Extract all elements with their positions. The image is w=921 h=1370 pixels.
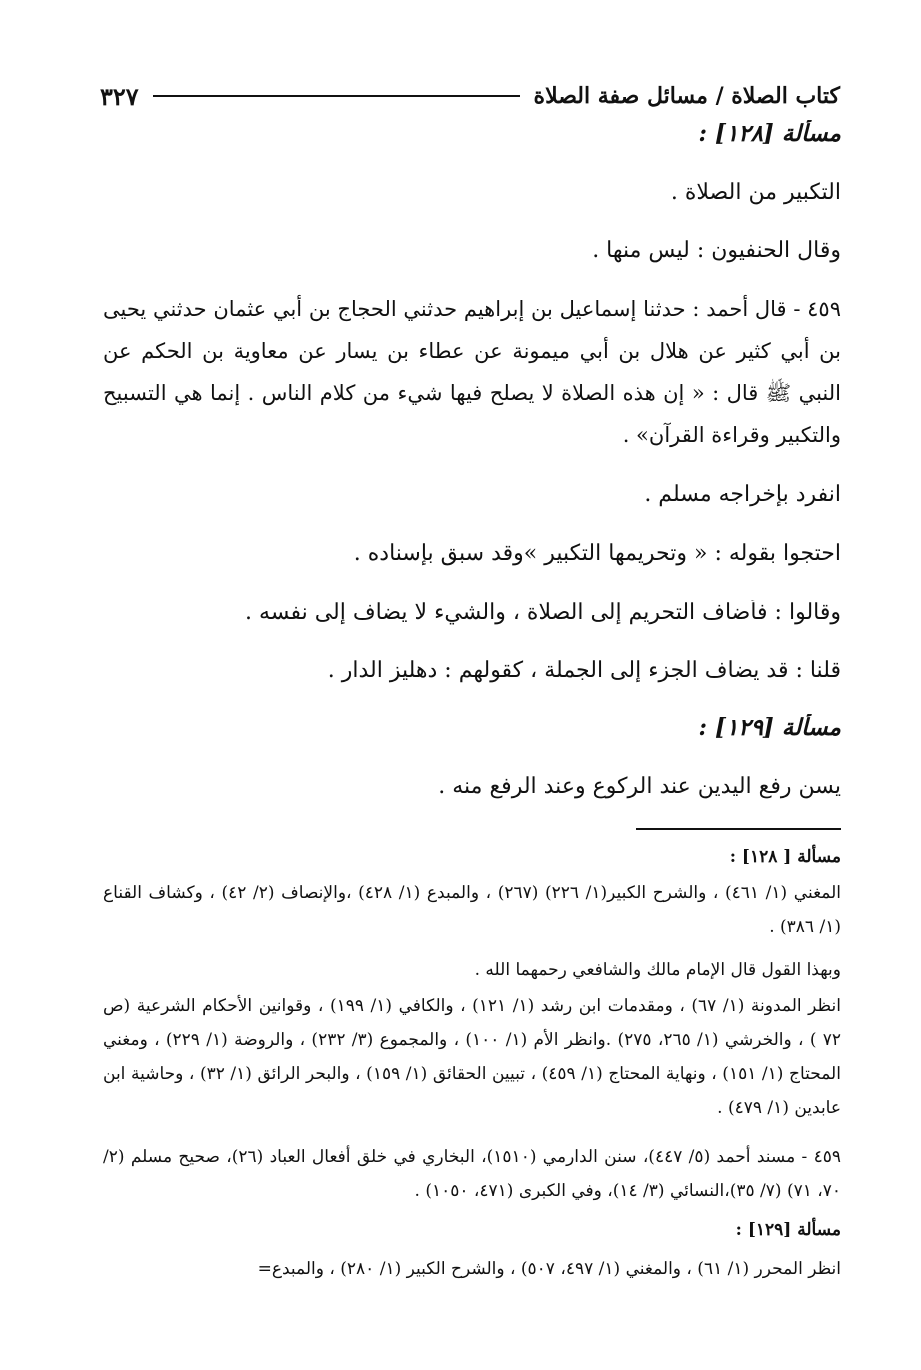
page-number: ٣٢٧ (100, 81, 139, 111)
paragraph: التكبير من الصلاة . (670, 180, 841, 205)
running-header (100, 78, 840, 114)
footnote-text: انظر المحرر (١/ ٦١) ، والمغني (١/ ٤٩٧، ٥٠٧) ، والشرح الكبير (١/ ٢٨٠) ، والمبدع= (257, 1259, 841, 1279)
footnote-separator (636, 828, 841, 830)
footnote-text: المغني (١/ ٤٦١) ، والشرح الكبير(١/ ٢٢٦) (٢٦٧) ، والمبدع (١/ ٤٢٨) ،والإنصاف (٢/ ٤٢) ، وكشاف القناع (١/ ٣٨٦) . (103, 883, 842, 937)
paragraph: انفرد بإخراجه مسلم . (644, 482, 841, 507)
paragraph: وقالوا : فأضاف التحريم إلى الصلاة ، والشيء لا يضاف إلى نفسه . (245, 600, 841, 625)
paragraph: يسن رفع اليدين عند الركوع وعند الرفع منه . (438, 774, 841, 799)
footnote-heading-129: مسألة [١٢٩] : (735, 1220, 841, 1240)
footnote-459: ٤٥٩ - مسند أحمد (٥/ ٤٤٧)، سنن الدارمي (١٥١٠)، البخاري في خلق أفعال العباد (٢٦)، صحيح مسلم (٢/ ٧٠، ٧١) (٧/ ٣٥)،النسائي (٣/ ١٤)، وفي الكبرى (٤٧١، ١٠٥٠) . (103, 1147, 841, 1201)
footnote-text: وبهذا القول قال الإمام مالك والشافعي رحمهما الله . (474, 960, 841, 980)
header-rule (153, 95, 520, 97)
issue-128-heading: مسألة [١٢٨] : (698, 120, 841, 147)
paragraph: وقال الحنفيون : ليس منها . (592, 238, 841, 263)
paragraph: احتجوا بقوله : « وتحريمها التكبير »وقد سبق بإسناده . (353, 541, 841, 566)
hadith-459-paragraph: ٤٥٩ - قال أحمد : حدثنا إسماعيل بن إبراهيم حدثني الحجاج بن أبي عثمان حدثني يحيى بن أبي كثير عن هلال بن أبي ميمونة عن عطاء بن يسار عن معاوية بن الحكم عن النبي ﷺ قال : « إن هذه الصلاة لا يصلح فيها شيء من كلام الناس . إنما هي التسبيح والتكبير وقراءة القرآن» . (103, 297, 841, 447)
issue-129-heading: مسألة [١٢٩] : (698, 714, 841, 741)
footnote-text: انظر المدونة (١/ ٦٧) ، ومقدمات ابن رشد (١/ ١٢١) ، والكافي (١/ ١٩٩) ، وقوانين الأحكام الشرعية (ص ٧٢ ) ، والخرشي (١/ ٢٦٥، ٢٧٥) .وانظر الأم (١/ ١٠٠) ، والمجموع (٣/ ٢٣٢) ، والروضة (١/ ٢٢٩) ، ومغني المحتاج (١/ ١٥١) ، ونهاية المحتاج (١/ ٤٥٩) ، تبيين الحقائق (١/ ١٥٩) ، والبحر الرائق (١/ ٣٢) ، وحاشية ابن عابدين (١/ ٤٧٩) . (103, 996, 842, 1118)
header-title: كتاب الصلاة / مسائل صفة الصلاة (533, 83, 840, 109)
footnote-heading-128: مسألة [ ١٢٨] : (729, 847, 841, 867)
paragraph: قلنا : قد يضاف الجزء إلى الجملة ، كقولهم : دهليز الدار . (327, 658, 841, 683)
